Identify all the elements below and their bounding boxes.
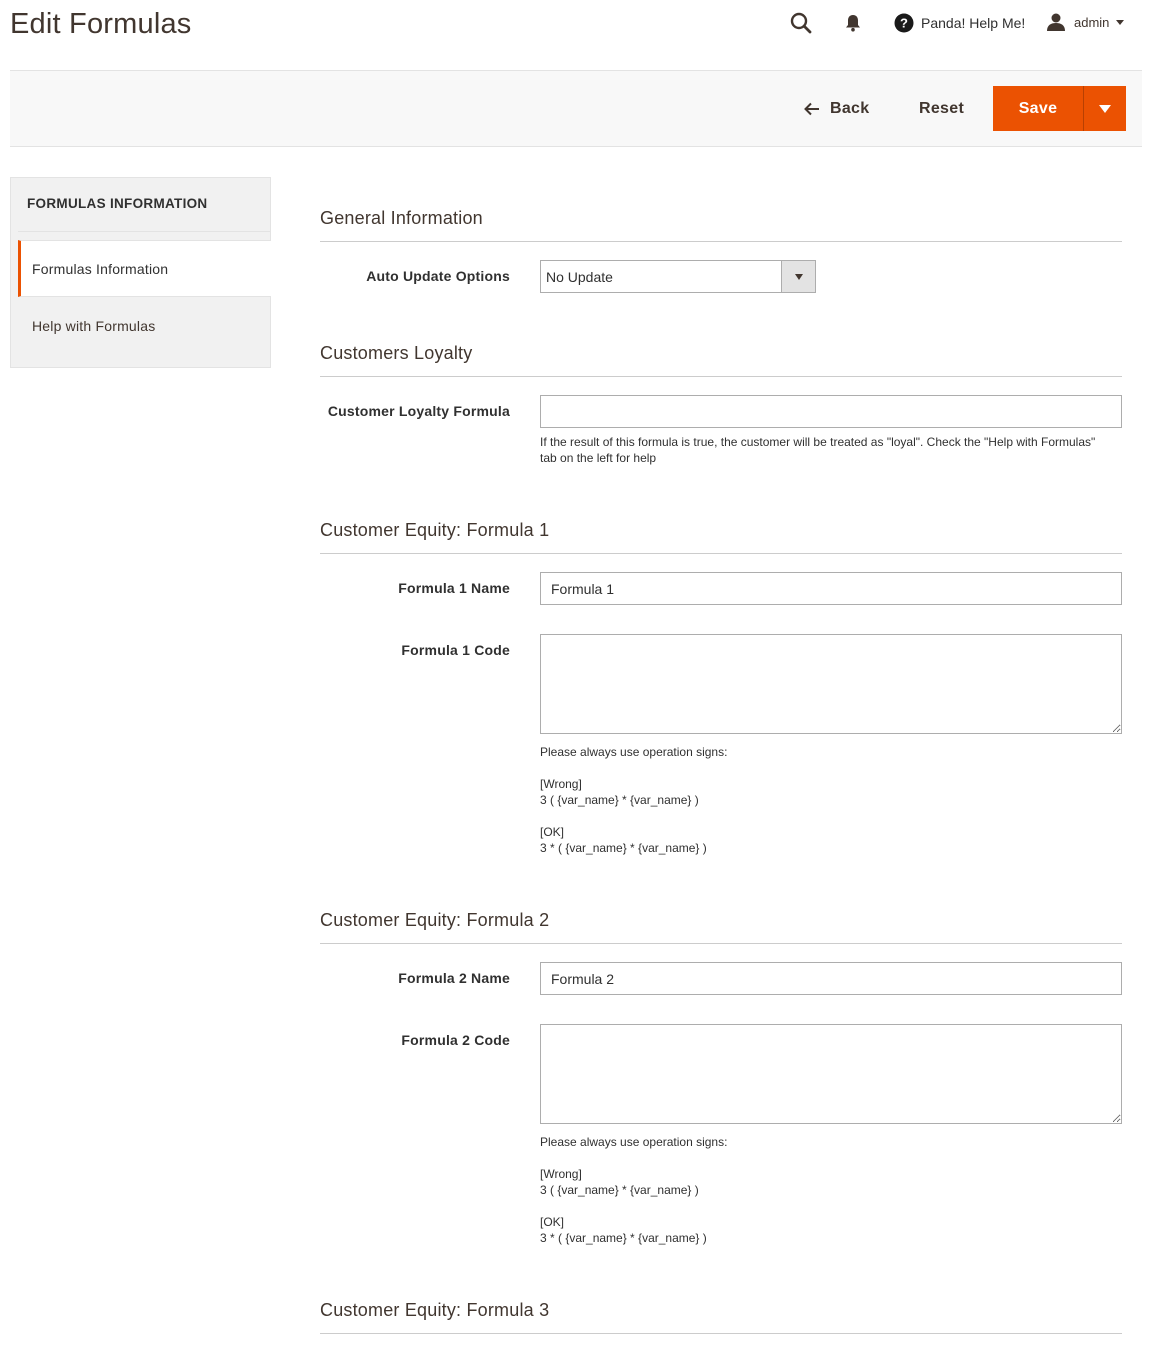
note-intro: Please always use operation signs: <box>540 1135 728 1149</box>
help-link[interactable] <box>894 12 1025 34</box>
question-circle-icon <box>894 13 914 33</box>
divider <box>320 241 1122 242</box>
save-split-button <box>993 86 1126 131</box>
formula-2-code-textarea[interactable] <box>540 1024 1122 1124</box>
caret-down-icon <box>795 274 803 280</box>
formula-2-name-input[interactable] <box>540 962 1122 995</box>
note-wrong-example: 3 ( {var_name} * {var_name} ) <box>540 1183 699 1197</box>
note-ok-example: 3 * ( {var_name} * {var_name} ) <box>540 1231 707 1245</box>
divider <box>320 943 1122 944</box>
section-title-formula-2: Customer Equity: Formula 2 <box>320 910 550 930</box>
note-ok-label: [OK] <box>540 1215 565 1229</box>
user-menu[interactable] <box>1046 11 1124 33</box>
formula-2-name-label: Formula 2 Name <box>398 970 510 986</box>
note-wrong-example: 3 ( {var_name} * {var_name} ) <box>540 793 699 807</box>
sidebar-title: FORMULAS INFORMATION <box>27 196 208 211</box>
bell-icon <box>845 14 861 32</box>
help-label: Panda! Help Me! <box>921 15 1026 31</box>
auto-update-select[interactable] <box>540 260 816 293</box>
section-title-formula-3: Customer Equity: Formula 3 <box>320 1300 550 1320</box>
formula-2-note <box>540 1134 727 1246</box>
formula-1-note <box>540 744 727 856</box>
search-button[interactable] <box>788 10 814 36</box>
formula-2-code-label: Formula 2 Code <box>401 1032 510 1048</box>
formula-1-code-label: Formula 1 Code <box>401 642 510 658</box>
divider <box>320 553 1122 554</box>
sidebar <box>10 177 271 368</box>
user-icon <box>1046 12 1066 32</box>
chevron-down-icon <box>1116 20 1124 25</box>
back-label: Back <box>830 100 870 117</box>
divider <box>18 231 271 232</box>
formula-1-name-label: Formula 1 Name <box>398 580 510 596</box>
note-wrong-label: [Wrong] <box>540 777 582 791</box>
note-ok-example: 3 * ( {var_name} * {var_name} ) <box>540 841 707 855</box>
page-actions-bar <box>10 70 1142 147</box>
back-button[interactable] <box>804 97 869 121</box>
save-button[interactable]: Save <box>993 86 1084 131</box>
user-name: admin <box>1074 14 1110 30</box>
note-ok-label: [OK] <box>540 825 565 839</box>
tab-formulas-information[interactable]: Formulas Information <box>18 240 271 297</box>
tab-help-with-formulas[interactable]: Help with Formulas <box>32 317 156 334</box>
formula-1-code-textarea[interactable] <box>540 634 1122 734</box>
formula-1-name-input[interactable] <box>540 572 1122 605</box>
divider <box>320 1333 1122 1334</box>
section-title-formula-1: Customer Equity: Formula 1 <box>320 520 550 540</box>
loyalty-formula-input[interactable] <box>540 395 1122 428</box>
note-wrong-label: [Wrong] <box>540 1167 582 1181</box>
loyalty-formula-note: If the result of this formula is true, the customer will be treated as "loyal". Check the "Help with Formulas" tab on the left for help <box>540 435 1096 465</box>
auto-update-label: Auto Update Options <box>366 268 510 284</box>
section-title-loyalty: Customers Loyalty <box>320 343 473 363</box>
caret-down-icon <box>1099 105 1111 113</box>
notifications-button[interactable] <box>842 12 864 34</box>
section-title-general: General Information <box>320 208 483 228</box>
page-title: Edit Formulas <box>10 8 192 40</box>
search-icon <box>790 12 812 34</box>
svg-text:?: ? <box>900 15 908 31</box>
loyalty-formula-label: Customer Loyalty Formula <box>327 403 510 419</box>
save-options-toggle[interactable] <box>1084 86 1126 131</box>
reset-button[interactable]: Reset <box>919 100 965 117</box>
select-arrow <box>781 261 815 292</box>
auto-update-value: No Update <box>546 268 613 285</box>
note-intro: Please always use operation signs: <box>540 745 728 759</box>
divider <box>320 376 1122 377</box>
arrow-left-icon <box>804 102 820 116</box>
